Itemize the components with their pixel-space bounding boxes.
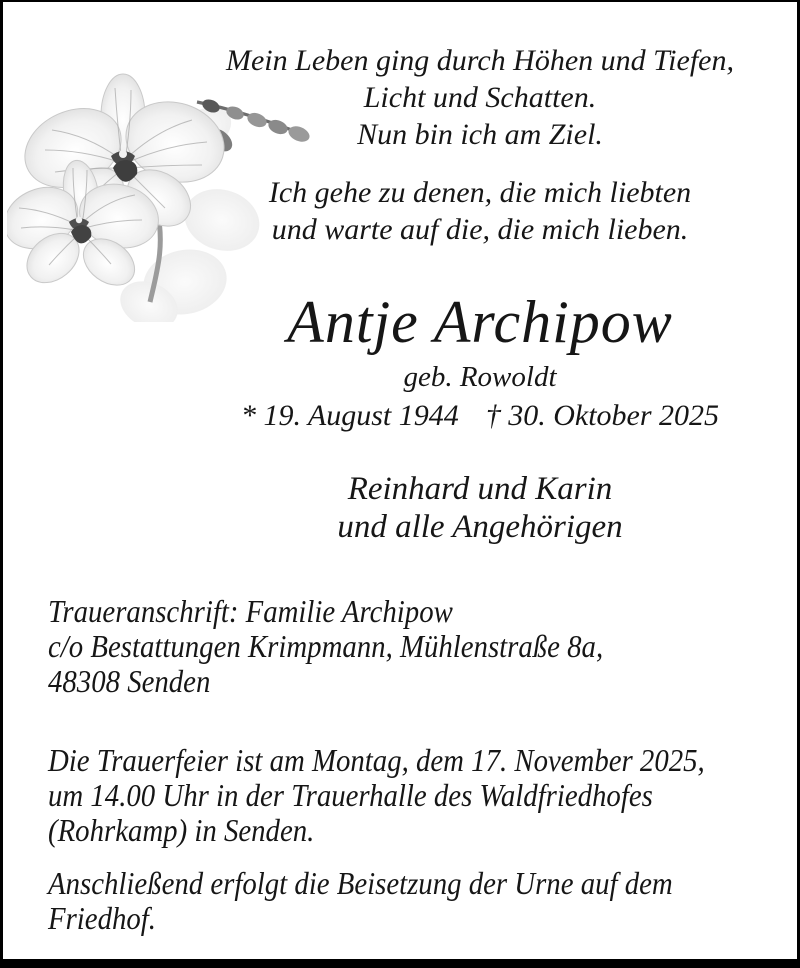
funeral-service-block: [48, 743, 797, 848]
notice-content: [3, 42, 797, 936]
burial-line: Anschließend erfolgt die Beisetzung der Urne auf dem: [48, 865, 673, 901]
birth-date: * 19. August 1944: [240, 399, 459, 432]
service-line: (Rohrkamp) in Senden.: [48, 812, 315, 848]
poem-stanza-2: [163, 174, 797, 248]
life-dates: [163, 398, 797, 434]
address-line: c/o Bestattungen Krimpmann, Mühlenstraße 8a,: [48, 628, 604, 664]
poem-line: Mein Leben ging durch Höhen und Tiefen,: [226, 44, 734, 77]
service-line: um 14.00 Uhr in der Trauerhalle des Waldfriedhofes: [48, 777, 653, 813]
poem-line: und warte auf die, die mich lieben.: [271, 213, 689, 246]
mourners-block: [163, 470, 797, 546]
urn-burial-block: [48, 866, 797, 936]
service-line: Die Trauerfeier ist am Montag, dem 17. November 2025,: [48, 742, 705, 778]
deceased-name: Antje Archipow: [287, 289, 673, 355]
mourner-line: Reinhard und Karin: [347, 471, 613, 507]
death-date: † 30. Oktober 2025: [485, 399, 720, 432]
poem-line: Licht und Schatten.: [363, 81, 597, 114]
address-line: Traueranschrift: Familie Archipow: [48, 593, 453, 629]
maiden-name: geb. Rowoldt: [403, 361, 557, 393]
poem-stanza-1: [163, 42, 797, 153]
poem-line: Ich gehe zu denen, die mich liebten: [268, 176, 692, 209]
address-line: 48308 Senden: [48, 663, 211, 699]
poem-block: [163, 42, 797, 546]
burial-line: Friedhof.: [48, 900, 156, 936]
poem-line: Nun bin ich am Ziel.: [357, 118, 603, 151]
condolence-address-block: [48, 594, 797, 699]
mourner-line: und alle Angehörigen: [337, 509, 623, 545]
